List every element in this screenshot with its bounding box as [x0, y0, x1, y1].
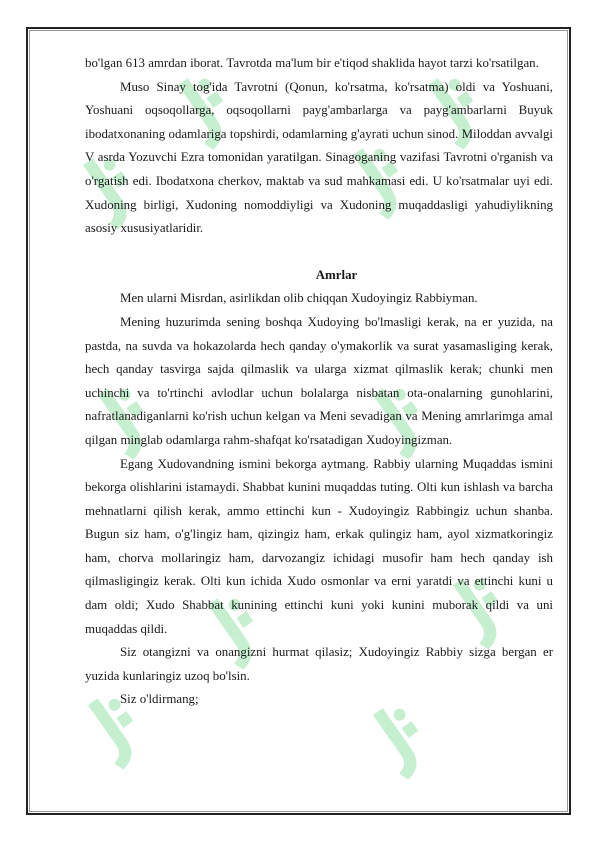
document-body: [85, 52, 553, 712]
commandment-paragraph: Siz otangizni va onangizni hurmat qilasiz; Xudoyingiz Rabbiy sizga bergan er yuzida kunlaringiz uzoq bo'lsin.: [85, 645, 553, 683]
commandment-paragraph: Men ularni Misrdan, asirlikdan olib chiqqan Xudoyingiz Rabbiyman.: [120, 291, 478, 306]
paragraph-torah-transmission: Muso Sinay tog'ida Tavrotni (Qonun, ko'rsatma, ko'rsatma) oldi va Yoshuani, Yoshuani oqsoqollarga, oqsoqollarni payg'ambarlarga va payg'ambarlarni Buyuk ibodatxonaning odamlariga topshirdi, odamlarning g'ayrati uchun sinod. Miloddan avvalgi V asrda Yozuvchi Ezra tomonidan yaratilgan. Sinagoganing vazifasi Tavrotni o'rganish va o'rgatish edi. Ibodatxona cherkov, maktab va sud mahkamasi edi. U ko'rsatmalar uyi edi. Xudoning birligi, Xudoning nomoddiyligi va Xudoning muqaddasligi yahudiylikning asosiy xususiyatlaridir.: [85, 79, 553, 236]
commandment-paragraph: Siz o'ldirmang;: [120, 692, 199, 707]
commandment-paragraph: Egang Xudovandning ismini bekorga aytmang. Rabbiy ularning Muqaddas ismini bekorga olishlarini istamaydi. Shabbat kunini muqaddas tuting. Olti kun ishlash va barcha mehnatlarni qilish kerak, ammo ettinchi kun - Xudoyingiz Rabbingiz uchun shanba. Bugun siz ham, o'g'lingiz ham, qizingiz ham, erkak qulingiz ham, ayol xizmatkoringiz ham, chorva mollaringiz ham, darvozangiz ichidagi musofir ham hech qanday ish qilmasligingiz kerak. Olti kun ichida Xudo osmonlar va erni yaratdi va ettinchi kuni u dam oldi; Xudo Shabbat kunining ettinchi kuni yoki kunini muborak qildi va uni muqaddas qildi.: [85, 456, 553, 636]
paragraph-continuation: bo'lgan 613 amrdan iborat. Tavrotda ma'lum bir e'tiqod shaklida hayot tarzi ko'rsatilgan.: [85, 56, 539, 70]
commandment-paragraph: Mening huzurimda sening boshqa Xudoying bo'lmasligi kerak, na er yuzida, na pastda, na suvda va hokazolarda hech qanday o'ymakorlik va surat yasamasliging kerak, hech qanday tasvirga sajda qilmaslik va ularga xizmat qilmaslik kerak; chunki men uchinchi va to'rtinchi avlodlar uchun bolalarga nisbatan ota-onalarning gunohlarini, nafratlanadiganlarni ko'rish uchun kelgan va Meni sevadigan va Mening amrlarimga amal qilgan minglab odamlarga rahm-shafqat ko'rsatadigan Xudoyingizman.: [85, 314, 553, 447]
section-heading: Amrlar: [315, 267, 358, 282]
